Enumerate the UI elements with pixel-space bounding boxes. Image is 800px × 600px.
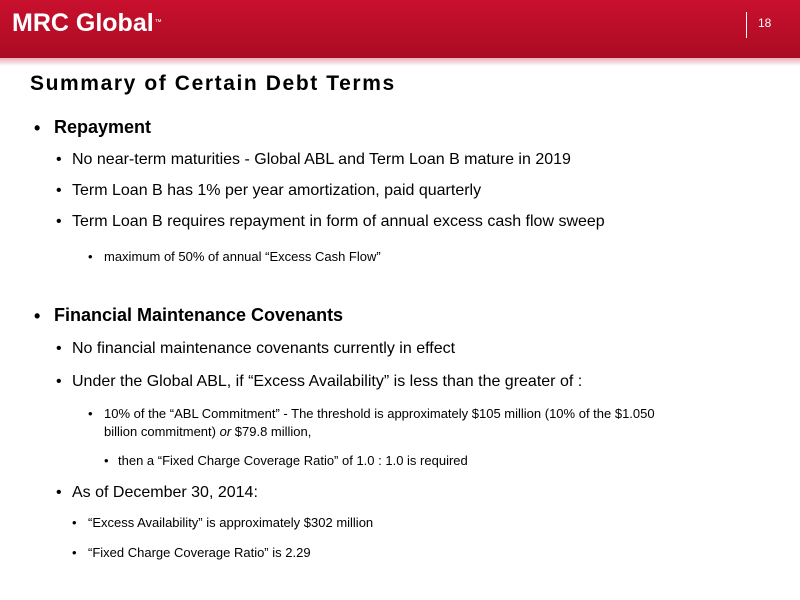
list-item: Term Loan B has 1% per year amortization, paid quarterly	[72, 182, 482, 199]
slide-title: Summary of Certain Debt Terms	[30, 72, 396, 95]
bullet-icon: •	[34, 306, 41, 326]
emphasis-or: or	[219, 424, 232, 439]
sub-list-item: “Fixed Charge Coverage Ratio” is 2.29	[88, 545, 311, 560]
sub-list-text: billion commitment)	[104, 424, 220, 439]
bullet-icon: •	[72, 545, 77, 560]
sub-sub-list-item: then a “Fixed Charge Coverage Ratio” of 1.0 : 1.0 is required	[118, 453, 468, 468]
list-item: No near-term maturities - Global ABL and Term Loan B mature in 2019	[72, 151, 571, 168]
list-item: Under the Global ABL, if “Excess Availability” is less than the greater of :	[72, 373, 583, 390]
bullet-icon: •	[72, 515, 77, 530]
sub-list-item-continued	[104, 424, 311, 439]
sub-list-text: $79.8 million,	[231, 424, 312, 439]
bullet-icon: •	[56, 151, 62, 168]
page-number: 18	[758, 16, 772, 30]
section-heading-repayment: Repayment	[54, 117, 152, 137]
bullet-icon: •	[88, 406, 93, 421]
sub-list-item: “Excess Availability” is approximately $302 million	[88, 515, 374, 530]
sub-list-item: maximum of 50% of annual “Excess Cash Flow”	[104, 249, 381, 264]
logo-trademark: ™	[154, 19, 162, 26]
bullet-icon: •	[34, 118, 41, 138]
bullet-icon: •	[56, 213, 62, 230]
sub-list-item: 10% of the “ABL Commitment” - The threshold is approximately $105 million (10% of the $1.050	[104, 406, 655, 421]
logo-text: MRC Global	[12, 9, 154, 37]
bullet-icon: •	[56, 340, 62, 357]
bullet-icon: •	[56, 484, 62, 501]
bullet-icon: •	[56, 373, 62, 390]
bullet-icon: •	[104, 453, 109, 468]
list-item: As of December 30, 2014:	[72, 484, 258, 501]
bullet-icon: •	[88, 249, 93, 264]
bullet-icon: •	[56, 182, 62, 199]
list-item: No financial maintenance covenants currently in effect	[72, 340, 456, 357]
list-item: Term Loan B requires repayment in form of annual excess cash flow sweep	[72, 213, 605, 230]
section-heading-covenants: Financial Maintenance Covenants	[54, 305, 344, 325]
